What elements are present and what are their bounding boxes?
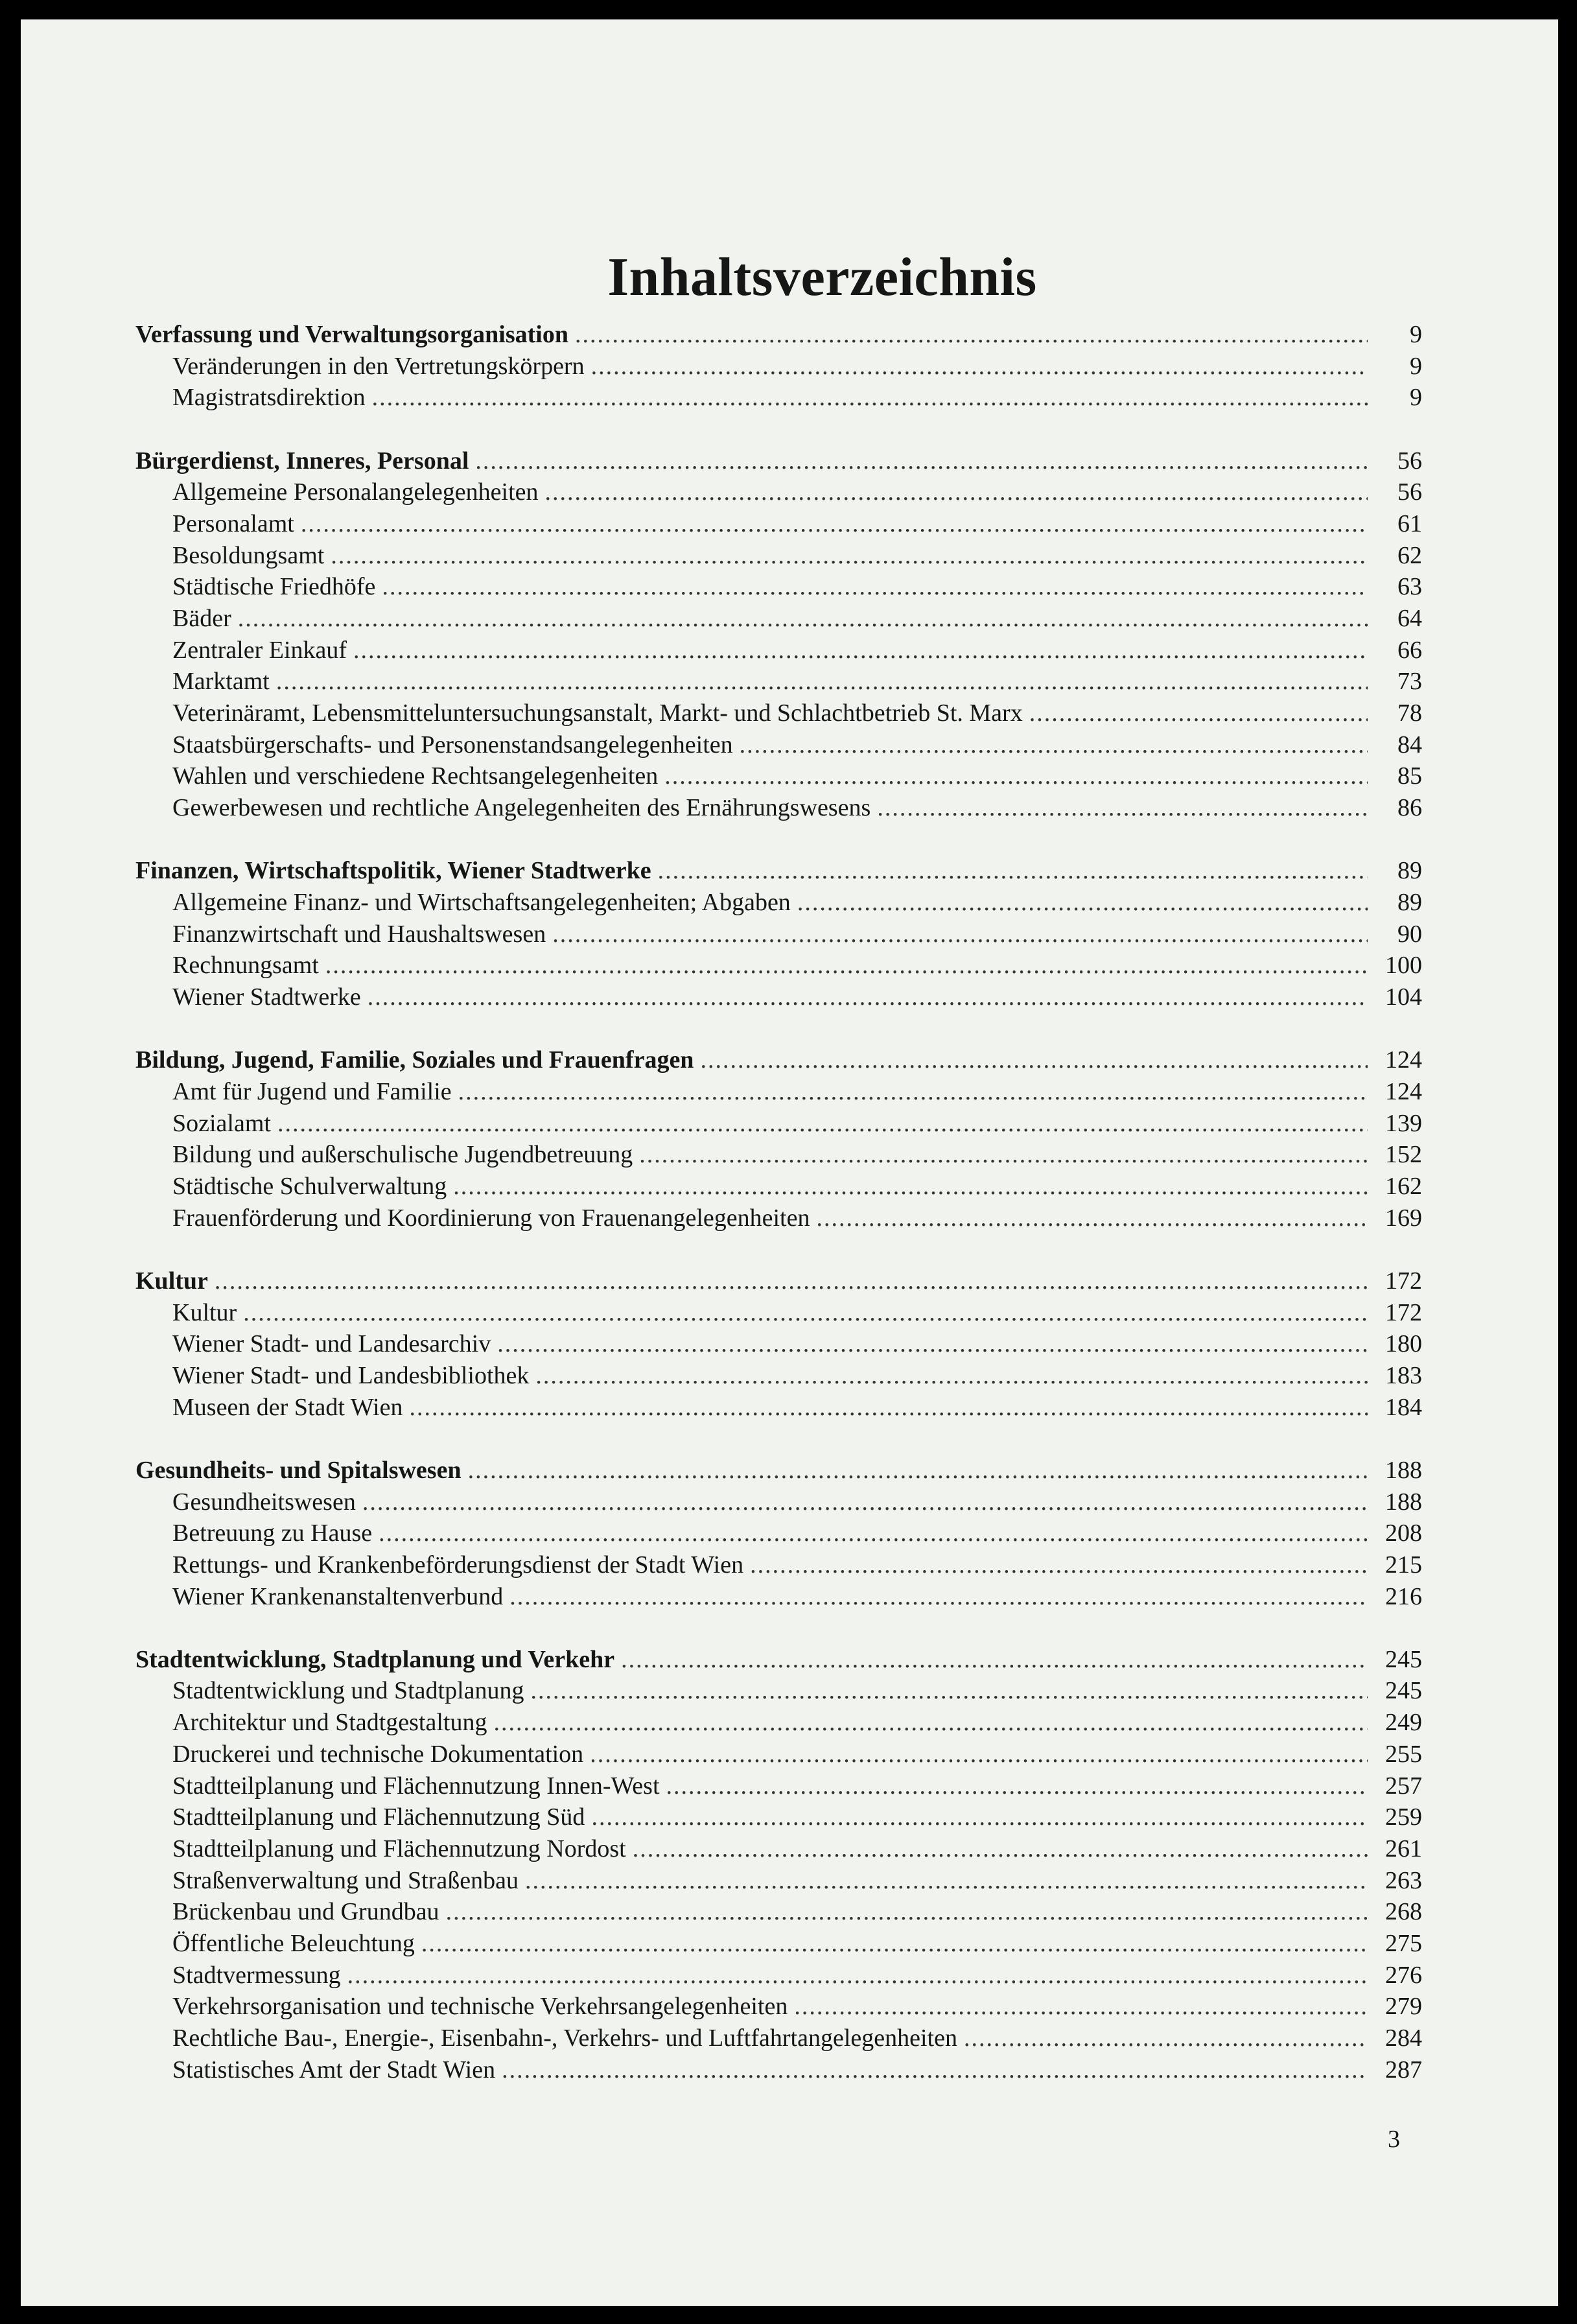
toc-entry[interactable] (135, 1392, 1422, 1424)
toc-entry-label: Bürgerdienst, Inneres, Personal (135, 447, 469, 475)
toc-entry[interactable] (135, 1360, 1422, 1392)
toc-entry-label: Stadtentwicklung, Stadtplanung und Verkehr (135, 1645, 615, 1673)
toc-page-number: 245 (1385, 1677, 1422, 1705)
toc-entry[interactable] (135, 1865, 1422, 1897)
toc-page-number: 66 (1397, 636, 1422, 664)
toc-entry[interactable] (135, 981, 1422, 1013)
toc-entry-label: Brückenbau und Grundbau (172, 1898, 439, 1926)
toc-entry[interactable] (135, 1549, 1422, 1581)
dot-leader (816, 1203, 1368, 1234)
toc-entry-label: Amt für Jugend und Familie (172, 1077, 452, 1105)
toc-entry[interactable] (135, 476, 1422, 508)
toc-entry-label: Allgemeine Finanz- und Wirtschaftsangelegenheiten; Abgaben (172, 889, 791, 916)
dot-leader (421, 1928, 1368, 1960)
toc-entry-label: Wahlen und verschiedene Rechtsangelegenheiten (172, 762, 659, 790)
dot-leader (325, 950, 1368, 981)
dot-leader (658, 855, 1368, 887)
toc-entry-label: Straßenverwaltung und Straßenbau (172, 1866, 519, 1894)
toc-entry-label: Statistisches Amt der Stadt Wien (172, 2056, 496, 2083)
toc-page-number: 90 (1397, 920, 1422, 948)
toc-entry-label: Stadtentwicklung und Stadtplanung (172, 1677, 524, 1705)
toc-entry-label: Bildung, Jugend, Familie, Soziales und Frauenfragen (135, 1046, 694, 1074)
dot-leader (379, 1518, 1368, 1549)
dot-leader (700, 1044, 1368, 1076)
dot-leader (591, 351, 1368, 382)
dot-leader (453, 1171, 1368, 1203)
toc-page-number: 9 (1410, 384, 1422, 412)
dot-leader (797, 887, 1368, 919)
dot-leader (740, 729, 1368, 761)
dot-leader (493, 1707, 1368, 1739)
document-page (21, 19, 1558, 2306)
toc-section (135, 445, 1422, 824)
toc-page-number: 100 (1385, 952, 1422, 980)
page-title: Inhaltsverzeichnis (607, 247, 1037, 308)
toc-entry[interactable] (135, 729, 1422, 761)
toc-entry[interactable] (135, 1171, 1422, 1203)
dot-leader (446, 1896, 1368, 1928)
toc-entry-label: Rettungs- und Krankenbeförderungsdienst der Stadt Wien (172, 1551, 744, 1579)
toc-entry-label: Wiener Stadt- und Landesbibliothek (172, 1361, 530, 1389)
toc-entry-label: Bäder (172, 605, 231, 632)
toc-entry[interactable] (135, 760, 1422, 792)
toc-entry-label: Architektur und Stadtgestaltung (172, 1709, 487, 1737)
toc-page-number: 85 (1397, 762, 1422, 790)
toc-entry-label: Veränderungen in den Vertretungskörpern (172, 352, 585, 380)
toc-entry[interactable] (135, 1675, 1422, 1707)
dot-leader (238, 603, 1368, 635)
toc-page-number: 162 (1385, 1173, 1422, 1200)
toc-section (135, 1044, 1422, 1234)
toc-entry-label: Marktamt (172, 668, 270, 696)
toc-entry[interactable] (135, 887, 1422, 919)
toc-page-number: 139 (1385, 1109, 1422, 1137)
toc-entry[interactable] (135, 635, 1422, 666)
dot-leader (468, 1455, 1368, 1486)
dot-leader (590, 1739, 1368, 1770)
toc-entry-label: Stadtteilplanung und Flächennutzung Süd (172, 1803, 585, 1831)
toc-page-number: 188 (1385, 1488, 1422, 1516)
dot-leader (877, 792, 1368, 824)
toc-page-number: 245 (1385, 1645, 1422, 1673)
toc-entry[interactable] (135, 603, 1422, 635)
toc-page-number: 255 (1385, 1740, 1422, 1768)
dot-leader (215, 1265, 1368, 1297)
toc-entry-label: Magistratsdirektion (172, 384, 366, 412)
toc-entry[interactable] (135, 1991, 1422, 2023)
toc-entry-label: Allgemeine Personalangelegenheiten (172, 478, 539, 506)
toc-entry[interactable] (135, 1328, 1422, 1360)
toc-entry-label: Personalamt (172, 510, 294, 537)
dot-leader (664, 760, 1368, 792)
dot-leader (410, 1392, 1368, 1424)
dot-leader (502, 2054, 1368, 2086)
toc-entry-label: Öffentliche Beleuchtung (172, 1929, 415, 1957)
toc-entry-label: Zentraler Einkauf (172, 636, 347, 664)
toc-page-number: 216 (1385, 1582, 1422, 1610)
toc-entry-label: Verkehrsorganisation und technische Verkehrsangelegenheiten (172, 1993, 788, 2021)
toc-entry[interactable] (135, 1707, 1422, 1739)
toc-entry-label: Staatsbürgerschafts- und Personenstandsangelegenheiten (172, 731, 733, 758)
dot-leader (525, 1865, 1368, 1897)
dot-leader (545, 476, 1368, 508)
toc-page-number: 287 (1385, 2056, 1422, 2083)
toc-entry[interactable] (135, 382, 1422, 414)
dot-leader (276, 666, 1368, 698)
dot-leader (372, 382, 1368, 414)
toc-section (135, 855, 1422, 1013)
toc-entry-label: Kultur (172, 1298, 237, 1326)
toc-entry[interactable] (135, 1076, 1422, 1108)
toc-entry[interactable] (135, 919, 1422, 950)
toc-entry[interactable] (135, 540, 1422, 572)
toc-page-number: 259 (1385, 1803, 1422, 1831)
toc-section-heading[interactable] (135, 1455, 1422, 1486)
dot-leader (331, 540, 1368, 572)
toc-entry-label: Rechtliche Bau-, Energie-, Eisenbahn-, Verkehrs- und Luftfahrtangelegenheiten (172, 2025, 957, 2052)
dot-leader (633, 1833, 1368, 1865)
toc-entry[interactable] (135, 508, 1422, 540)
toc-page-number: 169 (1385, 1204, 1422, 1232)
toc-page-number: 188 (1385, 1456, 1422, 1484)
toc-entry[interactable] (135, 698, 1422, 729)
dot-leader (666, 1770, 1368, 1802)
dot-leader (750, 1549, 1368, 1581)
dot-leader (535, 1360, 1368, 1392)
table-of-contents (135, 319, 1422, 2117)
dot-leader (497, 1328, 1368, 1360)
toc-entry[interactable] (135, 2054, 1422, 2086)
toc-page-number: 56 (1397, 447, 1422, 475)
toc-page-number: 62 (1397, 541, 1422, 569)
toc-section (135, 319, 1422, 414)
toc-section-heading[interactable] (135, 1265, 1422, 1297)
toc-section (135, 1455, 1422, 1612)
toc-page-number: 257 (1385, 1772, 1422, 1800)
toc-page-number: 78 (1397, 699, 1422, 727)
toc-page-number: 279 (1385, 1993, 1422, 2021)
toc-entry-label: Gesundheitswesen (172, 1488, 356, 1516)
toc-entry[interactable] (135, 1802, 1422, 1833)
dot-leader (458, 1076, 1368, 1108)
toc-entry[interactable] (135, 1739, 1422, 1770)
toc-entry-label: Wiener Krankenanstaltenverbund (172, 1582, 504, 1610)
dot-leader (591, 1802, 1368, 1833)
toc-page-number: 268 (1385, 1898, 1422, 1926)
dot-leader (475, 445, 1368, 477)
toc-page-number: 263 (1385, 1866, 1422, 1894)
dot-leader (277, 1108, 1368, 1140)
dot-leader (347, 1960, 1368, 1991)
dot-leader (575, 319, 1368, 351)
dot-leader (509, 1581, 1368, 1613)
toc-entry-label: Rechnungsamt (172, 952, 319, 980)
dot-leader (531, 1675, 1368, 1707)
dot-leader (382, 571, 1368, 603)
page-number: 3 (1388, 2126, 1400, 2153)
dot-leader (794, 1991, 1368, 2023)
toc-page-number: 86 (1397, 794, 1422, 822)
toc-entry-label: Stadtteilplanung und Flächennutzung Nordost (172, 1835, 626, 1862)
toc-page-number: 284 (1385, 2025, 1422, 2052)
toc-page-number: 172 (1385, 1267, 1422, 1295)
toc-entry-label: Wiener Stadtwerke (172, 983, 361, 1011)
toc-section (135, 1265, 1422, 1423)
toc-page-number: 180 (1385, 1330, 1422, 1358)
dot-leader (353, 635, 1368, 666)
toc-entry-label: Sozialamt (172, 1109, 271, 1137)
dot-leader (621, 1644, 1368, 1676)
toc-section-heading[interactable] (135, 1644, 1422, 1676)
toc-entry[interactable] (135, 1139, 1422, 1171)
toc-entry[interactable] (135, 1108, 1422, 1140)
toc-entry[interactable] (135, 1518, 1422, 1549)
toc-entry[interactable] (135, 351, 1422, 382)
toc-entry-label: Gewerbewesen und rechtliche Angelegenheiten des Ernährungswesens (172, 794, 871, 822)
toc-entry-label: Verfassung und Verwaltungsorganisation (135, 321, 568, 348)
toc-entry-label: Kultur (135, 1267, 208, 1295)
toc-entry-label: Wiener Stadt- und Landesarchiv (172, 1330, 491, 1358)
toc-page-number: 9 (1410, 352, 1422, 380)
toc-entry-label: Betreuung zu Hause (172, 1520, 373, 1547)
toc-page-number: 215 (1385, 1551, 1422, 1579)
toc-page-number: 63 (1397, 573, 1422, 601)
toc-entry[interactable] (135, 1928, 1422, 1960)
toc-entry[interactable] (135, 1581, 1422, 1613)
toc-entry[interactable] (135, 571, 1422, 603)
toc-page-number: 183 (1385, 1361, 1422, 1389)
toc-page-number: 249 (1385, 1709, 1422, 1737)
toc-entry[interactable] (135, 2023, 1422, 2054)
toc-entry[interactable] (135, 666, 1422, 698)
toc-page-number: 56 (1397, 478, 1422, 506)
toc-entry[interactable] (135, 792, 1422, 824)
toc-entry[interactable] (135, 1833, 1422, 1865)
toc-entry-label: Finanzwirtschaft und Haushaltswesen (172, 920, 546, 948)
toc-page-number: 89 (1397, 889, 1422, 916)
toc-section-heading[interactable] (135, 319, 1422, 351)
toc-page-number: 61 (1397, 510, 1422, 537)
toc-entry[interactable] (135, 1960, 1422, 1991)
toc-entry-label: Besoldungsamt (172, 541, 325, 569)
dot-leader (243, 1297, 1368, 1329)
toc-page-number: 124 (1385, 1077, 1422, 1105)
dot-leader (368, 981, 1368, 1013)
toc-entry[interactable] (135, 1203, 1422, 1234)
toc-section-heading[interactable] (135, 445, 1422, 477)
toc-entry-label: Stadtvermessung (172, 1961, 341, 1989)
toc-page-number: 124 (1385, 1046, 1422, 1074)
toc-page-number: 172 (1385, 1298, 1422, 1326)
dot-leader (552, 919, 1368, 950)
toc-entry-label: Veterinäramt, Lebensmitteluntersuchungsanstalt, Markt- und Schlachtbetrieb St. Marx (172, 699, 1023, 727)
toc-entry-label: Bildung und außerschulische Jugendbetreuung (172, 1141, 633, 1169)
toc-page-number: 89 (1397, 857, 1422, 885)
toc-page-number: 275 (1385, 1929, 1422, 1957)
toc-entry-label: Druckerei und technische Dokumentation (172, 1740, 584, 1768)
toc-entry-label: Städtische Schulverwaltung (172, 1173, 447, 1200)
dot-leader (639, 1139, 1368, 1171)
toc-entry[interactable] (135, 1896, 1422, 1928)
toc-entry-label: Städtische Friedhöfe (172, 573, 376, 601)
toc-entry-label: Stadtteilplanung und Flächennutzung Innen-West (172, 1772, 660, 1800)
toc-page-number: 276 (1385, 1961, 1422, 1989)
toc-section (135, 1644, 1422, 2086)
dot-leader (301, 508, 1368, 540)
toc-page-number: 261 (1385, 1835, 1422, 1862)
toc-section-heading[interactable] (135, 855, 1422, 887)
toc-entry-label: Museen der Stadt Wien (172, 1393, 403, 1421)
toc-entry[interactable] (135, 1297, 1422, 1329)
toc-entry-label: Finanzen, Wirtschaftspolitik, Wiener Stadtwerke (135, 857, 651, 885)
toc-entry-label: Gesundheits- und Spitalswesen (135, 1456, 461, 1484)
toc-entry-label: Frauenförderung und Koordinierung von Frauenangelegenheiten (172, 1204, 810, 1232)
dot-leader (1029, 698, 1368, 729)
toc-section-heading[interactable] (135, 1044, 1422, 1076)
toc-page-number: 9 (1410, 321, 1422, 348)
toc-page-number: 152 (1385, 1141, 1422, 1169)
dot-leader (964, 2023, 1368, 2054)
toc-page-number: 64 (1397, 605, 1422, 632)
toc-page-number: 73 (1397, 668, 1422, 696)
toc-entry[interactable] (135, 1486, 1422, 1518)
toc-page-number: 184 (1385, 1393, 1422, 1421)
toc-page-number: 208 (1385, 1520, 1422, 1547)
toc-page-number: 104 (1385, 983, 1422, 1011)
toc-entry[interactable] (135, 1770, 1422, 1802)
dot-leader (362, 1486, 1368, 1518)
toc-entry[interactable] (135, 950, 1422, 981)
toc-page-number: 84 (1397, 731, 1422, 758)
